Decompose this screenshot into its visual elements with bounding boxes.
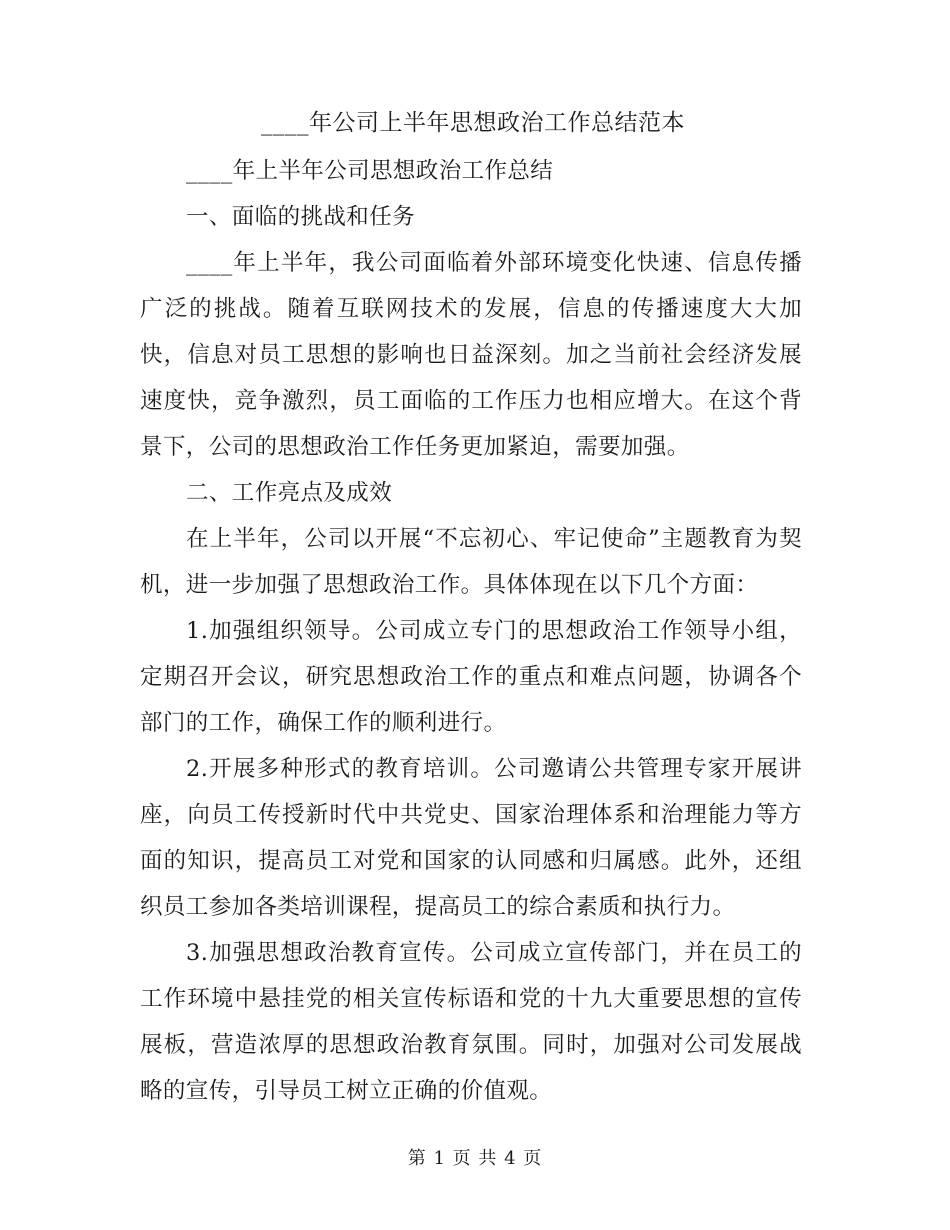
page-number-footer: 第 1 页 共 4 页	[407, 1148, 543, 1169]
document-body	[140, 98, 802, 1114]
paragraph-challenges: ____年上半年，我公司面临着外部环境变化快速、信息传播广泛的挑战。随着互联网技术的发展，信息的传播速度大大加快，信息对员工思想的影响也日益深刻。加之当前社会经济发展速度快，竞争激烈，员工面临的工作压力也相应增大。在这个背景下，公司的思想政治工作任务更加紧迫，需要加强。	[140, 250, 802, 460]
paragraph-highlights-intro: 在上半年，公司以开展“不忘初心、牢记使命”主题教育为契机，进一步加强了思想政治工作。具体体现在以下几个方面：	[140, 526, 802, 598]
paragraph-item-2: 2.开展多种形式的教育培训。公司邀请公共管理专家开展讲座，向员工传授新时代中共党史、国家治理体系和治理能力等方面的知识，提高员工对党和国家的认同感和归属感。此外，还组织员工参加各类培训课程，提高员工的综合素质和执行力。	[140, 756, 802, 920]
document-subtitle: ____年上半年公司思想政治工作总结	[186, 158, 554, 184]
document-title: ____年公司上半年思想政治工作总结范本	[261, 110, 685, 136]
section-heading-challenges: 一、面临的挑战和任务	[186, 204, 416, 230]
paragraph-item-1: 1.加强组织领导。公司成立专门的思想政治工作领导小组，定期召开会议，研究思想政治工作的重点和难点问题，协调各个部门的工作，确保工作的顺利进行。	[140, 618, 802, 736]
paragraph-item-3: 3.加强思想政治教育宣传。公司成立宣传部门，并在员工的工作环境中悬挂党的相关宣传标语和党的十九大重要思想的宣传展板，营造浓厚的思想政治教育氛围。同时，加强对公司发展战略的宣传，引导员工树立正确的价值观。	[140, 940, 802, 1104]
section-heading-highlights: 二、工作亮点及成效	[186, 480, 393, 506]
